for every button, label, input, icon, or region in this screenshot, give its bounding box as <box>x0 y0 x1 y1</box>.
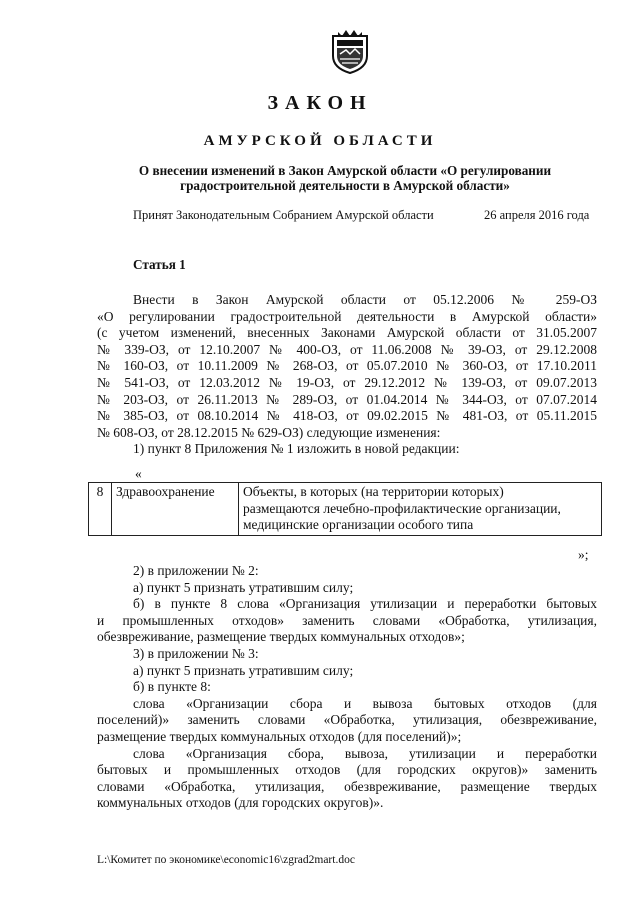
text-line: Объекты, в которых (на территории которых) <box>243 484 504 499</box>
text-line: б) в пункте 8 слова «Организация утилизации и переработки бытовых <box>133 596 597 612</box>
subject-line: О внесении изменений в Закон Амурской области «О регулировании <box>138 163 552 178</box>
text-line: размещение твердых коммунальных отходов (для поселений)»; <box>97 728 462 744</box>
adopted-by: Принят Законодательным Собранием Амурской области <box>133 208 434 222</box>
item-2a: а) пункт 5 признать утратившим силу; <box>133 579 354 595</box>
text-line: коммунальных отходов (для городских округов)». <box>97 795 384 811</box>
text-line: № 608-ОЗ, от 28.12.2015 № 629-ОЗ) следующие изменения: <box>97 424 441 440</box>
text-line: бытовых и промышленных отходов (для городских округов)» заменить <box>97 762 597 778</box>
quote-open: « <box>135 466 142 481</box>
subject-line: градостроительной деятельности в Амурской области» <box>180 178 510 193</box>
text-line: «О регулировании градостроительной деятельности в Амурской области» <box>97 308 597 324</box>
law-title: ЗАКОН <box>267 92 373 114</box>
text-line: размещаются лечебно-профилактические организации, <box>243 500 561 516</box>
text-line: медицинские организации особого типа <box>243 517 474 533</box>
text-line: слова «Организация сбора, вывоза, утилизации и переработки <box>133 745 597 761</box>
item-3: 3) в приложении № 3: <box>133 645 259 661</box>
text-line: № 160-ОЗ, от 10.11.2009 № 268-ОЗ, от 05.07.2010 № 360-ОЗ, от 17.10.2011 <box>97 358 597 374</box>
law-subject <box>110 163 580 193</box>
table-cell-number: 8 <box>89 483 112 536</box>
text-line: № 385-ОЗ, от 08.10.2014 № 418-ОЗ, от 09.02.2015 № 481-ОЗ, от 05.11.2015 <box>97 408 597 424</box>
amur-region-coat-of-arms-icon <box>330 28 370 74</box>
quote-close: »; <box>578 547 589 562</box>
table-cell-objects <box>239 483 602 536</box>
region-title: АМУРСКОЙ ОБЛАСТИ <box>203 133 437 149</box>
text-line: слова «Организации сбора и вывоза бытовых отходов (для <box>133 695 597 711</box>
text-line: словами «Обработка, утилизация, обезвреживание, размещение твердых <box>97 778 597 794</box>
text-line: № 339-ОЗ, от 12.10.2007 № 400-ОЗ, от 11.06.2008 № 39-ОЗ, от 29.12.2008 <box>97 341 597 357</box>
text-line: и промышленных отходов» заменить словами «Обработка, утилизация, <box>97 612 597 628</box>
adopted-date: 26 апреля 2016 года <box>484 208 590 222</box>
article-intro <box>97 292 597 458</box>
item-3b: б) в пункте 8: <box>133 679 211 695</box>
table-cell-sector: Здравоохранение <box>112 483 239 536</box>
file-path: L:\Комитет по экономике\economic16\zgrad2mart.doc <box>97 854 355 866</box>
text-line: Внести в Закон Амурской области от 05.12.2006 № 259-ОЗ <box>133 292 597 307</box>
item-3a: а) пункт 5 признать утратившим силу; <box>133 662 354 678</box>
text-line: поселений)» заменить словами «Обработка, утилизация, обезвреживание, <box>97 712 597 728</box>
text-line: (с учетом изменений, внесенных Законами Амурской области от 31.05.2007 <box>97 325 597 341</box>
article-heading: Статья 1 <box>133 257 186 272</box>
text-line: № 541-ОЗ, от 12.03.2012 № 19-ОЗ, от 29.12.2012 № 139-ОЗ, от 09.07.2013 <box>97 374 597 390</box>
text-line: обезвреживание, размещение твердых коммунальных отходов»; <box>97 629 465 645</box>
article-items <box>97 563 597 812</box>
item-1: 1) пункт 8 Приложения № 1 изложить в новой редакции: <box>133 441 460 457</box>
item-2: 2) в приложении № 2: <box>133 563 259 578</box>
amendment-table <box>88 482 602 536</box>
table-row <box>89 483 602 536</box>
text-line: № 203-ОЗ, от 26.11.2013 № 289-ОЗ, от 01.04.2014 № 344-ОЗ, от 07.07.2014 <box>97 391 597 407</box>
